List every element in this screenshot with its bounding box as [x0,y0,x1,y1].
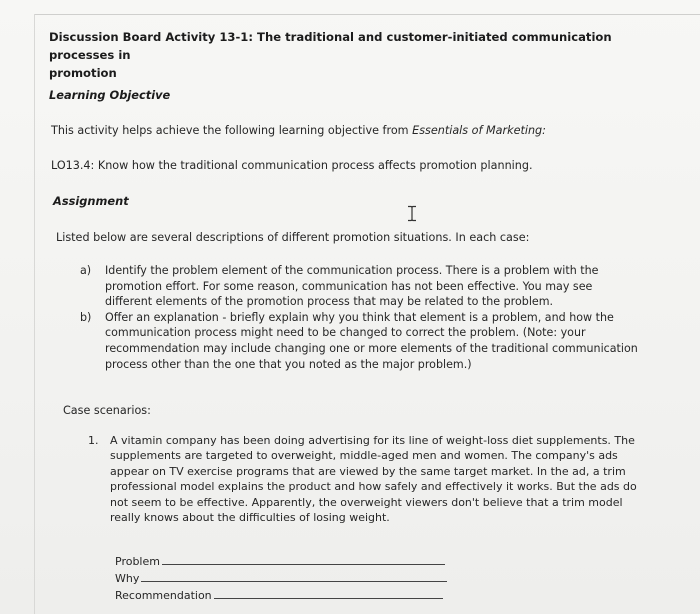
list-item [80,263,670,310]
scenario-line: appear on TV exercise programs that are viewed by the same target market. In the ad, a trim [110,464,626,478]
why-field[interactable] [115,568,455,585]
learning-objective-heading: Learning Objective [49,88,171,102]
instruction-list [80,263,670,372]
scenario-line: supplements are targeted to overweight, middle-aged men and women. The company's ads [110,449,618,463]
case-scenarios-label: Case scenarios: [63,404,151,417]
list-item-line: Identify the problem element of the communication process. There is a problem with the [105,264,599,277]
list-item-line: communication process might need to be changed to correct the problem. (Note: your [105,326,586,340]
list-item [80,310,670,372]
list-item-line: process other than the one that you noted as the major problem.) [105,357,472,371]
scenario-number: 1. [88,434,99,447]
document-title [49,28,669,82]
list-item-line: recommendation may include changing one or more elements of the traditional communication [105,341,638,355]
answer-fields [115,551,455,602]
page-border-left [34,14,35,614]
list-marker: a) [80,264,92,277]
list-item-line: promotion effort. For some reason, communication has not been effective. You may see [105,279,593,293]
scenario-line: not seem to be effective. Apparently, the overweight viewers don't believe that a trim model [110,495,623,509]
scenario-line: really knows about the difficulties of losing weight. [110,511,390,525]
title-line-2: promotion [49,66,117,80]
scenario-line: professional model explains the product and how safely and effectively it works. But the ads do [110,480,637,494]
objective-intro [51,124,546,137]
page-border-top [34,14,700,15]
recommendation-answer-line[interactable] [214,598,443,599]
case-scenario [88,433,668,525]
objective-book-title: Essentials of Marketing: [412,124,546,137]
assignment-intro: Listed below are several descriptions of different promotion situations. In each case: [56,231,530,244]
scenario-line: A vitamin company has been doing advertising for its line of weight-loss diet supplements. The [110,434,635,447]
objective-intro-text: This activity helps achieve the following learning objective from [51,124,413,137]
objective-code: LO13.4: Know how the traditional communication process affects promotion planning. [51,159,533,172]
problem-field[interactable] [115,551,455,568]
list-marker: b) [80,310,92,324]
list-item-line: different elements of the promotion process that may be related to the problem. [105,295,554,309]
list-item-line: Offer an explanation - briefly explain why you think that element is a problem, and how the [105,310,614,324]
why-label: Why [115,572,140,585]
why-answer-line[interactable] [141,581,447,582]
recommendation-field[interactable] [115,585,455,602]
i-beam-cursor-icon [406,205,418,222]
problem-label: Problem [115,555,160,568]
problem-answer-line[interactable] [162,564,445,565]
recommendation-label: Recommendation [115,589,212,602]
title-line-1: Discussion Board Activity 13-1: The traditional and customer-initiated communication processes in [49,30,612,62]
assignment-heading: Assignment [53,194,129,208]
